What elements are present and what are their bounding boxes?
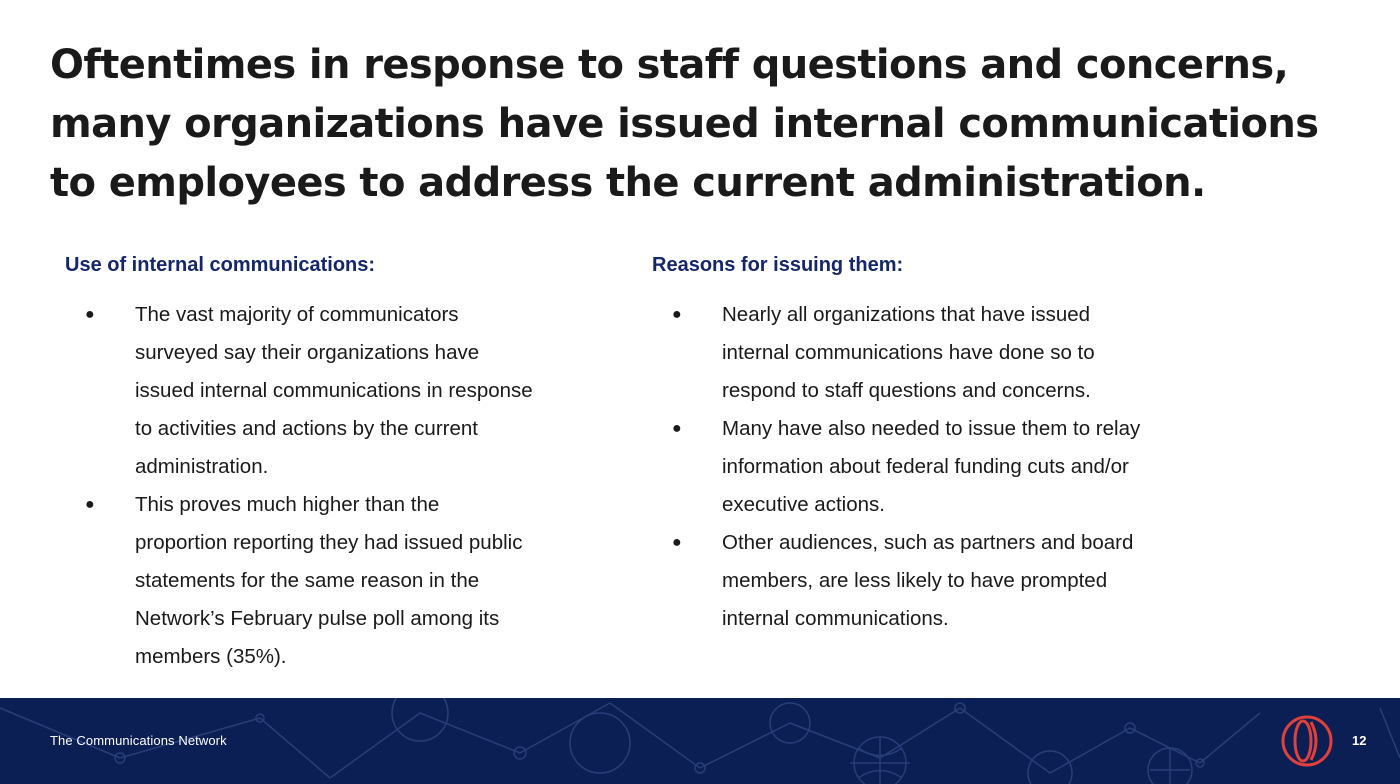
left-column-heading: Use of internal communications: <box>65 254 376 276</box>
bullet-icon: ● <box>672 306 682 323</box>
bullet-text: Other audiences, such as partners and board members, are less likely to have prompted internal communications. <box>722 531 1134 630</box>
list-item <box>652 524 1142 638</box>
left-column <box>65 248 535 676</box>
list-item <box>65 486 535 676</box>
bullet-text: This proves much higher than the proportion reporting they had issued public statements for the same reason in the Network’s February pulse poll among its members (35%). <box>135 493 523 668</box>
bullet-icon: ● <box>672 420 682 437</box>
bullet-text: The vast majority of communicators surveyed say their organizations have issued internal communications in response to activities and actions by the current administration. <box>135 303 533 478</box>
bullet-icon: ● <box>672 534 682 551</box>
bullet-text: Nearly all organizations that have issued internal communications have done so to respond to staff questions and concerns. <box>722 303 1095 402</box>
list-item <box>65 296 535 486</box>
page-number: 12 <box>1352 733 1367 748</box>
right-bullet-list <box>652 296 1142 638</box>
bullet-icon: ● <box>85 496 95 513</box>
right-column <box>652 248 1142 638</box>
bullet-icon: ● <box>85 306 95 323</box>
left-bullet-list <box>65 296 535 676</box>
footer-brand-name: The Communications Network <box>50 733 227 748</box>
list-item <box>652 410 1142 524</box>
slide-title: Oftentimes in response to staff questions and concerns, many organizations have issued internal communications to employees to address the current administration. <box>50 42 1319 206</box>
right-column-heading: Reasons for issuing them: <box>652 254 904 276</box>
list-item <box>652 296 1142 410</box>
bullet-text: Many have also needed to issue them to relay information about federal funding cuts and/or executive actions. <box>722 417 1141 516</box>
footer-bar <box>0 698 1400 784</box>
communications-network-logo-icon <box>1279 715 1335 767</box>
